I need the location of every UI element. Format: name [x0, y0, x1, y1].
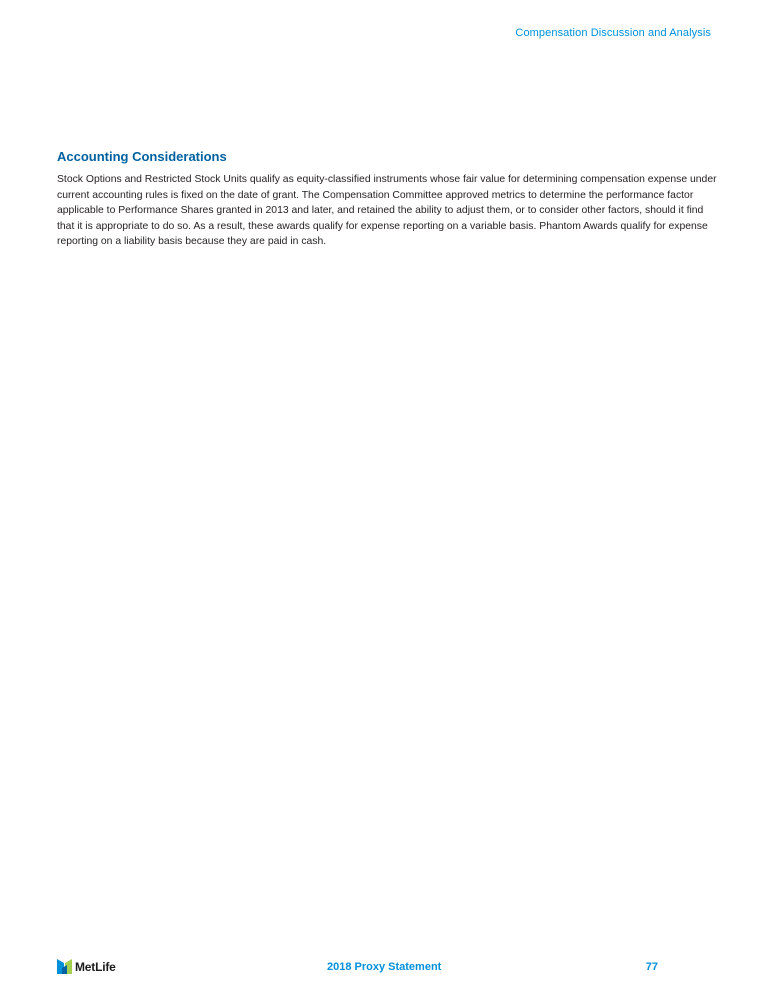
section-body-text: Stock Options and Restricted Stock Units qualify as equity-classified instruments whose fair value for determining compensation expense under current accounting rules is fixed on the date of grant. The Compensation Committee approved metrics to determine the performance factor applicable to Performance Shares granted in 2013 and later, and retained the ability to adjust them, or to consider other factors, should it find that it is appropriate to do so. As a result, these awards qualify for expense reporting on a variable basis. Phantom Awards qualify for expense reporting on a liability basis because they are paid in cash.	[57, 174, 717, 248]
logo-text: MetLife	[75, 959, 116, 974]
running-header: Compensation Discussion and Analysis	[515, 27, 711, 39]
metlife-logo-icon	[57, 959, 72, 974]
page-number: 77	[645, 961, 658, 973]
page-footer	[57, 958, 658, 978]
section-heading: Accounting Considerations	[57, 149, 227, 164]
metlife-logo	[57, 959, 116, 974]
document-title: 2018 Proxy Statement	[327, 961, 442, 973]
main-content	[57, 148, 717, 250]
